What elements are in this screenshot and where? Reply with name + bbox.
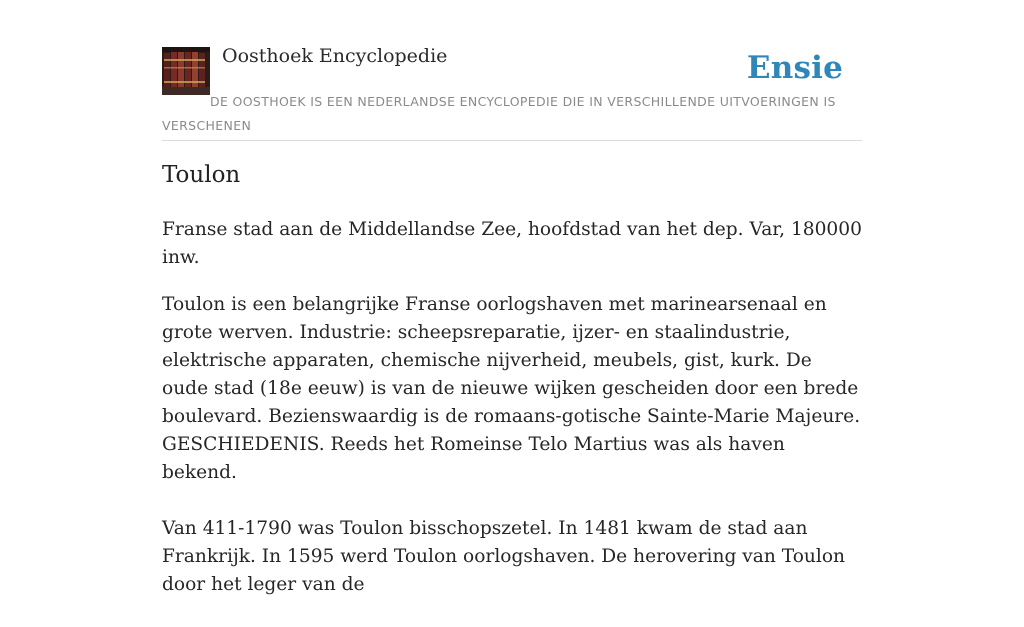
entry-content bbox=[162, 216, 862, 627]
entry-title: Toulon bbox=[162, 162, 241, 188]
page bbox=[162, 0, 862, 595]
site-tagline: DE OOSTHOEK IS EEN NEDERLANDSE ENCYCLOPEDIE DIE IN VERSCHILLENDE UITVOERINGEN IS VERSCHENEN bbox=[162, 94, 836, 133]
encyclopedia-avatar[interactable] bbox=[162, 47, 210, 95]
entry-paragraph: Toulon is een belangrijke Franse oorlogshaven met marinearsenaal en grote werven. Industrie: scheepsreparatie, ijzer- en staalindustrie, elektrische apparaten, chemische nijverheid, meubels, gist, kurk. De oude stad (18e eeuw) is van de nieuwe wijken gescheiden door een brede boulevard. Bezienswaardig is de romaans-gotische Sainte-Marie Majeure. GESCHIEDENIS. Reeds het Romeinse Telo Martius was als haven bekend. bbox=[162, 294, 861, 483]
entry-paragraph: Van 411-1790 was Toulon bisschopszetel. In 1481 kwam de stad aan Frankrijk. In 1595 werd Toulon oorlogshaven. De herovering van Toulon door het leger van de bbox=[162, 518, 846, 595]
encyclopedia-books-icon bbox=[162, 47, 210, 95]
entry-summary: Franse stad aan de Middellandse Zee, hoofdstad van het dep. Var, 180000 inw. bbox=[162, 219, 862, 268]
ensie-logo[interactable]: Ensie bbox=[746, 50, 843, 86]
site-title-link[interactable]: Oosthoek Encyclopedie bbox=[222, 45, 448, 67]
site-header bbox=[162, 0, 862, 141]
